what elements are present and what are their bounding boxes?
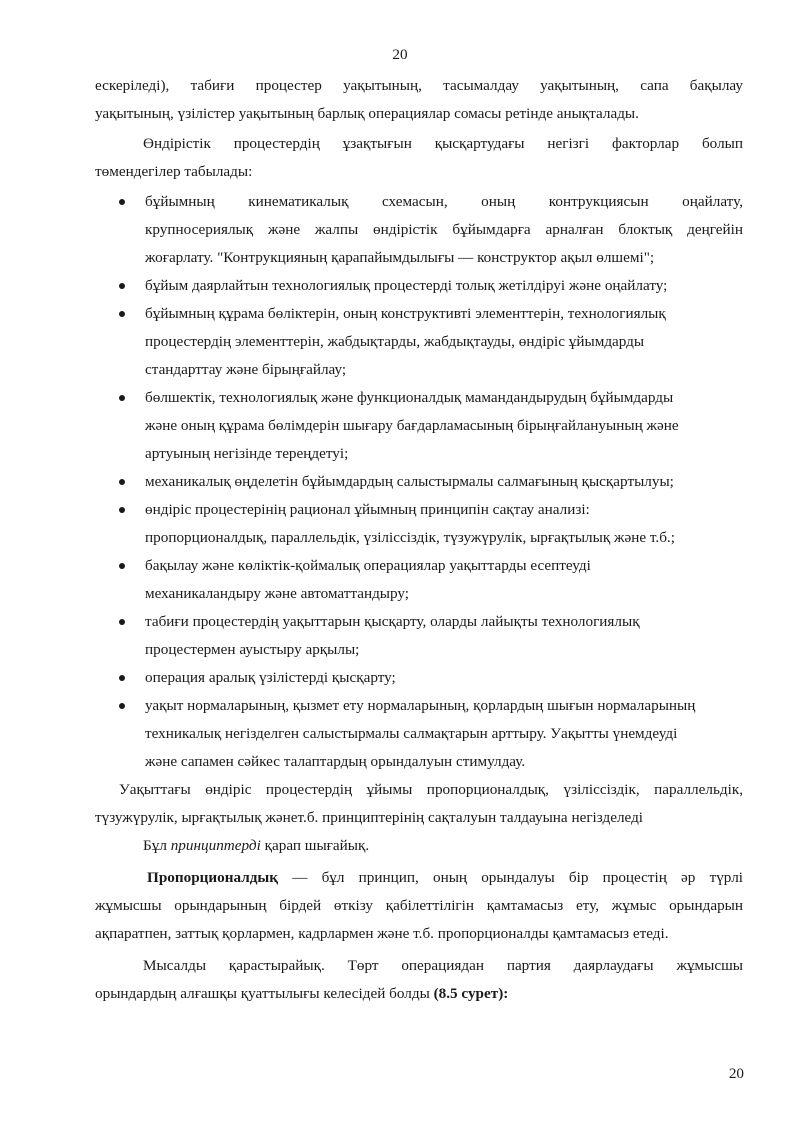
text-line: уақытының, үзілістер уақытының барлық операциялар сомасы ретінде анықталады. (95, 105, 639, 122)
text-line: техникалық негізделген салыстырмалы салмақтарын арттыру. Уақытты үнемдеуді (145, 725, 678, 742)
list-item (95, 692, 743, 776)
list-item (95, 188, 743, 272)
bullet-icon (119, 507, 125, 513)
bullet-icon (119, 563, 125, 569)
text-line: артуының негізінде тереңдетуі; (145, 445, 349, 462)
principles-text-after: қарап шығайық. (260, 837, 370, 854)
list-item (95, 664, 743, 692)
text-line: түзужүрулік, ырғақтылық жәнет.б. принциптерінің сақталуын талдауына негізделеді (95, 809, 644, 826)
text-line: операция аралық үзілістерді қысқарту; (145, 669, 396, 686)
list-item (95, 384, 743, 468)
text-line: өндіріс процестерінің рационал ұйымның принципін сақтау анализі: (145, 501, 590, 518)
text-line: бұйым даярлайтын технологиялық процестерді толық жетілдіруі және оңайлату; (145, 277, 668, 294)
bullet-icon (119, 199, 125, 205)
principles-paragraph (95, 832, 743, 860)
list-item (95, 608, 743, 664)
figure-reference: (8.5 сурет): (433, 985, 509, 1002)
text-line: Өндірістік процестердің ұзақтығын қысқартудағы негізгі факторлар болып (143, 135, 743, 152)
text-line: пропорционалдық, параллельдік, үзіліссіздік, түзужүрулік, ырғақтылық және т.б.; (145, 529, 675, 546)
text-line: бөлшектік, технологиялық және функционалдық мамандандырудың бұйымдарды (145, 389, 674, 406)
text-line: процестермен ауыстыру арқылы; (145, 641, 360, 658)
text-line: механикаландыру және автоматтандыру; (145, 585, 410, 602)
principles-text-before: Бұл (143, 837, 171, 854)
example-text: орындардың алғашқы қуаттылығы келесідей болды (95, 985, 434, 1002)
text-line: бақылау және көліктік-қоймалық операциялар уақыттарды есептеуді (145, 557, 591, 574)
list-item (95, 552, 743, 608)
text-line: ақпаратпен, заттық қорлармен, кадрлармен және т.б. пропорционалды қамтамасыз етеді. (95, 925, 669, 942)
text-line (95, 980, 743, 1008)
bullet-icon (119, 311, 125, 317)
text-line: Уақыттағы өндіріс процестердің ұйымы пропорционалдық, үзіліссіздік, параллельдік, (119, 781, 743, 798)
list-item (95, 300, 743, 384)
text-line: стандарттау және бірыңғайлау; (145, 361, 347, 378)
bullet-icon (119, 479, 125, 485)
text-line (95, 864, 743, 892)
intro-paragraph (95, 72, 743, 128)
bullet-icon (119, 395, 125, 401)
text-line: бұйымның кинематикалық схемасын, оның контрукциясын оңайлату, (145, 193, 743, 210)
bullet-icon (119, 703, 125, 709)
text-line: механикалық өңделетін бұйымдардың салыстырмалы салмағының қысқартылуы; (145, 473, 674, 490)
bullet-icon (119, 283, 125, 289)
list-item (95, 496, 743, 552)
text-line: және оның құрама бөлімдерін шығару бағдарламасының бірыңғайлануының және (145, 417, 679, 434)
text-line: процестердің элементтерін, жабдықтарды, жабдықтауды, өндіріс ұйымдарды (145, 333, 645, 350)
organization-paragraph (95, 776, 743, 832)
text-line: төмендегілер табылады: (95, 163, 253, 180)
text-line: Мысалды қарастырайық. Төрт операциядан партия даярлаудағы жұмысшы (143, 957, 743, 974)
example-paragraph (95, 952, 743, 1008)
list-item (95, 468, 743, 496)
page-number-top: 20 (392, 46, 408, 63)
page-content (95, 72, 743, 1008)
text-line: ескеріледі), табиғи процестер уақытының, тасымалдау уақытының, сапа бақылау (95, 77, 743, 94)
proportionality-definition-start: — бұл принцип, оның орындалуы бір процестің әр түрлі (278, 869, 743, 886)
text-line: уақыт нормаларының, қызмет ету нормаларының, қорлардың шығын нормаларының (145, 697, 696, 714)
bullet-icon (119, 675, 125, 681)
proportionality-term: Пропорционалдық (147, 869, 279, 886)
text-line: жұмысшы орындарының бірдей өткізу қабілеттілігін қамтамасыз ету, жұмыс орындарын (95, 897, 743, 914)
principles-italic-word: принциптерді (170, 837, 261, 854)
text-line: бұйымның құрама бөліктерін, оның конструктивті элементтерін, технологиялық (145, 305, 666, 322)
text-line: табиғи процестердің уақыттарын қысқарту, оларды лайықты технологиялық (145, 613, 640, 630)
bullet-icon (119, 619, 125, 625)
text-line: және сапамен сәйкес талаптардың орындалуын стимулдау. (145, 753, 526, 770)
text-line: крупносериялық және жалпы өндірістік бұйымдарға арналған блоктық деңгейін (145, 221, 743, 238)
list-item (95, 272, 743, 300)
page-number-bottom: 20 (728, 1065, 744, 1082)
factors-paragraph (95, 130, 743, 186)
text-line: жоғарлату. "Контрукцияның қарапайымдылығы — конструктор ақыл өлшемі"; (145, 249, 655, 266)
factors-bullet-list (95, 188, 743, 776)
proportionality-paragraph (95, 864, 743, 948)
